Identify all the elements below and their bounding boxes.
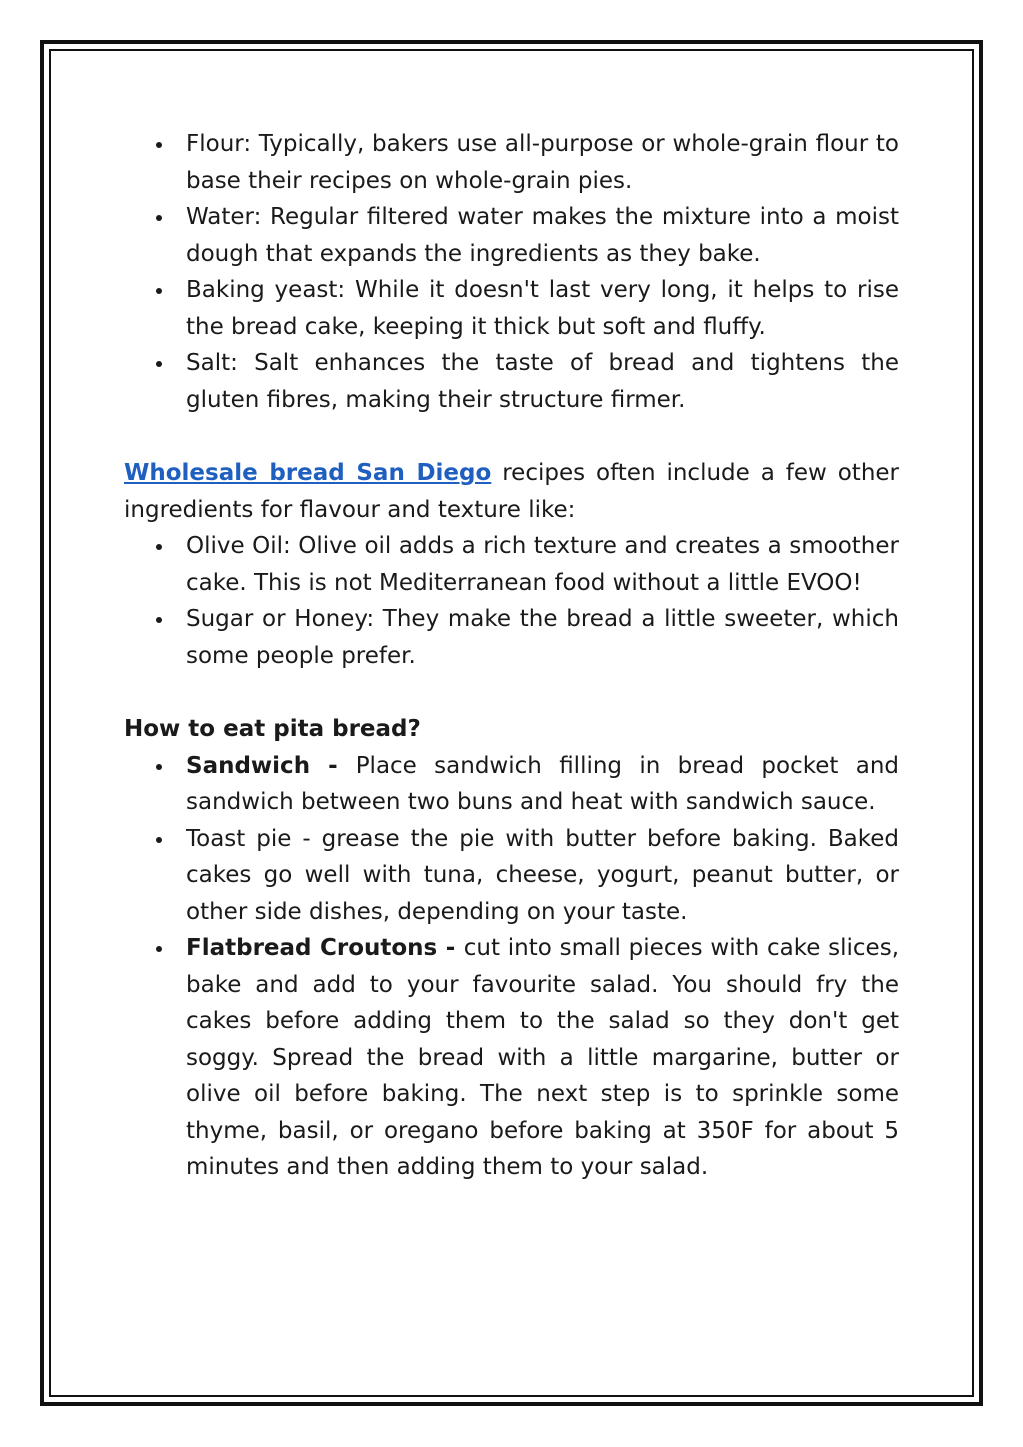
bullet-icon <box>156 837 162 843</box>
wholesale-bread-link[interactable]: Wholesale bread San Diego <box>124 460 492 486</box>
bullet-icon <box>156 764 162 770</box>
bullet-icon <box>156 946 162 952</box>
intro-paragraph-text: recipes often include a few other ingredients for flavour and texture like: <box>124 460 899 523</box>
list-item <box>124 601 899 674</box>
list-item-text: Baking yeast: While it doesn't last very long, it helps to rise the bread cake, keeping it thick but soft and fluffy. <box>186 277 899 340</box>
extra-ingredients-list <box>124 528 899 674</box>
list-item-text: Water: Regular filtered water makes the mixture into a moist dough that expands the ingredients as they bake. <box>186 204 899 267</box>
list-item-text: Sugar or Honey: They make the bread a little sweeter, which some people prefer. <box>186 606 899 669</box>
bullet-icon <box>156 544 162 550</box>
bullet-icon <box>156 288 162 294</box>
bullet-icon <box>156 617 162 623</box>
section-heading: How to eat pita bread? <box>124 716 421 742</box>
spacer <box>124 674 899 711</box>
list-item <box>124 199 899 272</box>
list-item <box>124 272 899 345</box>
list-item-text: Place sandwich filling in bread pocket and sandwich between two buns and heat with sandwich sauce. <box>186 752 899 815</box>
list-item-title: Sandwich - <box>186 752 356 779</box>
list-item-text: cut into small pieces with cake slices, bake and add to your favourite salad. You should fry the cakes before adding them to the salad so they don't get soggy. Spread the bread with a little margarine, butter or olive oil before baking. The next step is to sprinkle some thyme, basil, or oregano before baking at 350F for about 5 minutes and then adding them to your salad. <box>186 935 900 1180</box>
serving-ideas-list <box>124 748 899 1186</box>
bullet-icon <box>156 361 162 367</box>
list-item-text: Olive Oil: Olive oil adds a rich texture and creates a smoother cake. This is not Mediterranean food without a little EVOO! <box>186 533 899 596</box>
list-item-title: Flatbread Croutons - <box>186 935 464 961</box>
bullet-icon <box>156 215 162 221</box>
list-item <box>124 821 899 931</box>
spacer <box>124 418 899 455</box>
list-item-text: Flour: Typically, bakers use all-purpose or whole-grain flour to base their recipes on whole-grain pies. <box>186 131 899 194</box>
ingredients-list <box>124 126 899 418</box>
list-item-text: Salt: Salt enhances the taste of bread and tightens the gluten fibres, making their structure firmer. <box>186 350 899 413</box>
list-item <box>124 345 899 418</box>
document-body <box>124 126 899 1186</box>
list-item <box>124 930 899 1186</box>
list-item <box>124 748 899 821</box>
bullet-icon <box>156 142 162 148</box>
list-item <box>124 126 899 199</box>
list-item-text: Toast pie - grease the pie with butter before baking. Baked cakes go well with tuna, cheese, yogurt, peanut butter, or other side dishes, depending on your taste. <box>186 825 899 925</box>
intro-paragraph <box>124 455 899 528</box>
list-item <box>124 528 899 601</box>
